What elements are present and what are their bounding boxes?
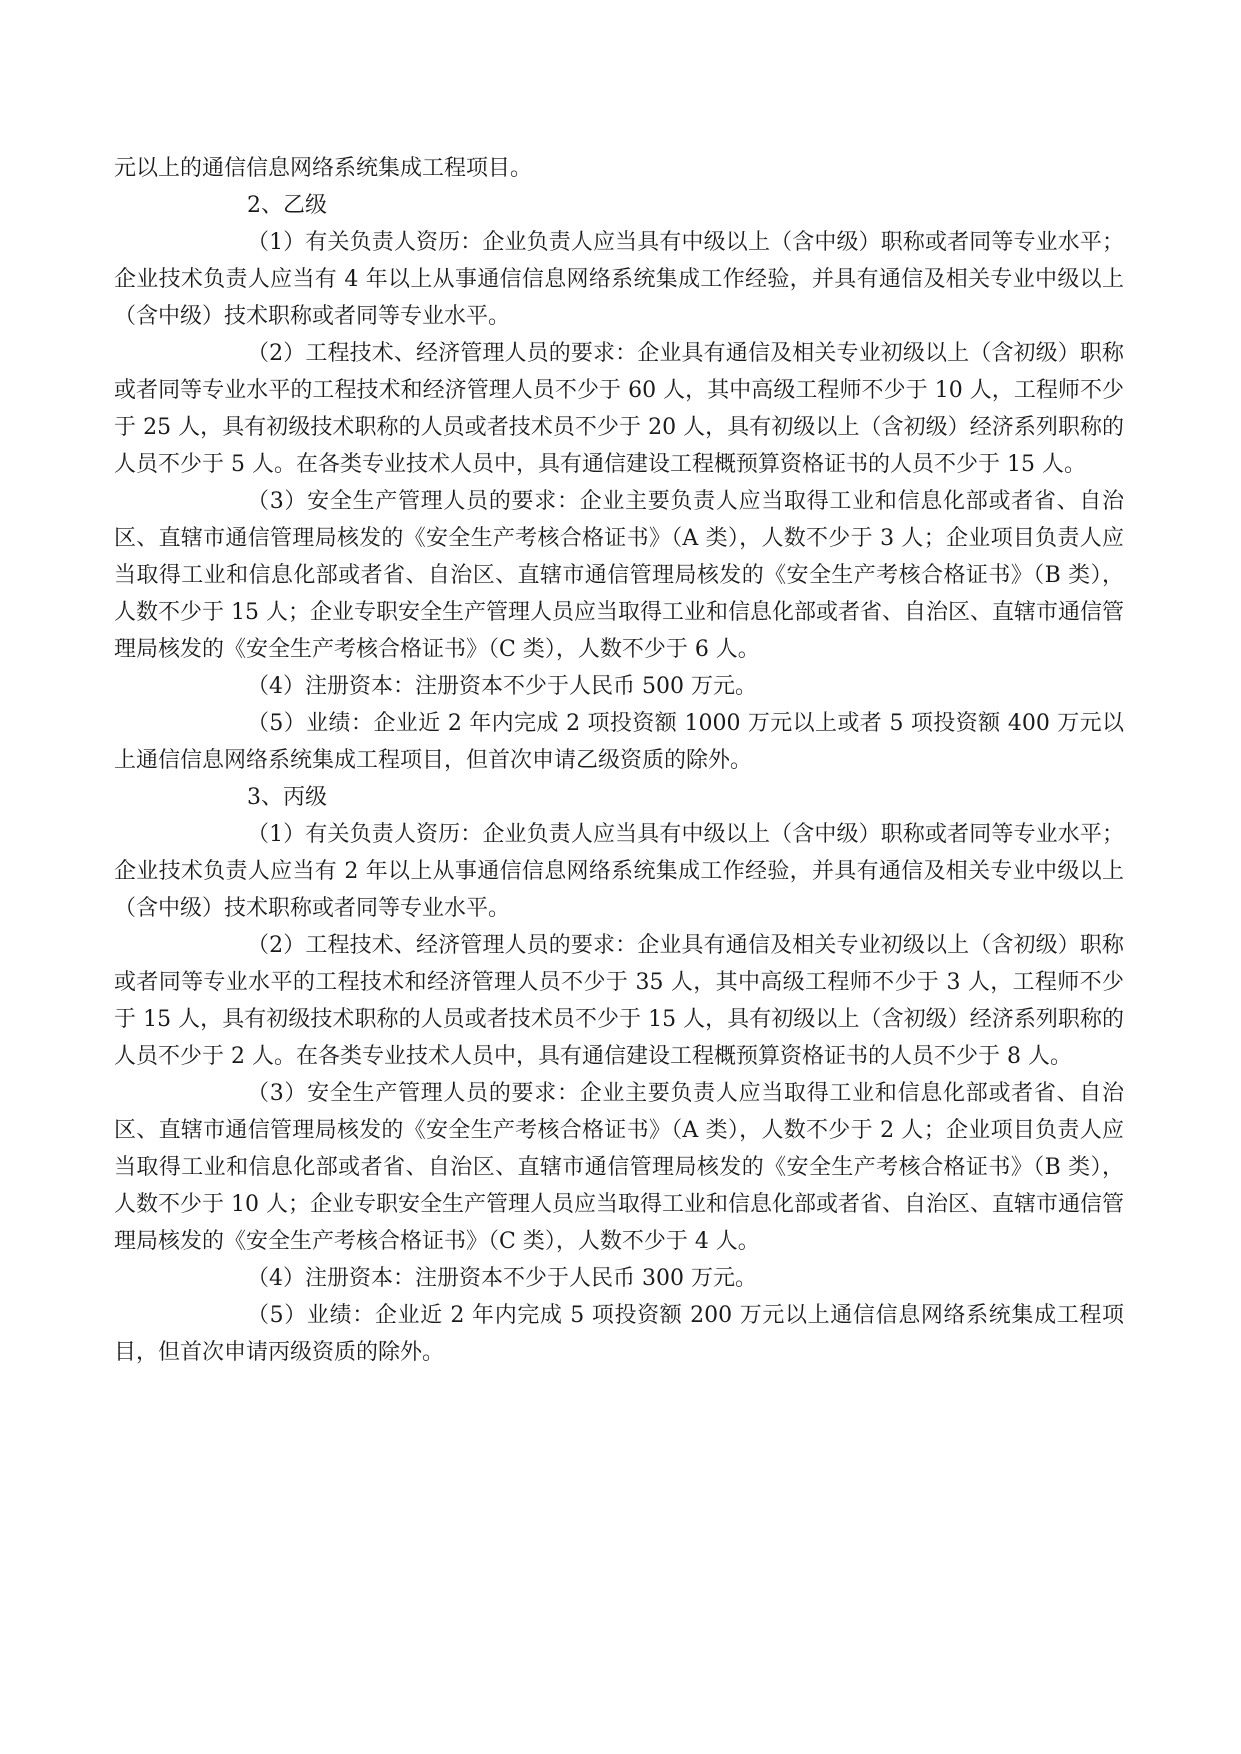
paragraph-continuation: 元以上的通信信息网络系统集成工程项目。 (114, 156, 533, 181)
document-body (114, 150, 1124, 1371)
paragraph-c-1-qualifications: （1）有关负责人资历：企业负责人应当具有中级以上（含中级）职称或者同等专业水平；企业技术负责人应当有 2 年以上从事通信信息网络系统集成工作经验，并具有通信及相关专业中级以上（含中级）技术职称或者同等专业水平。 (114, 822, 1124, 921)
section-heading-level-c: 3、丙级 (247, 785, 327, 810)
paragraph-b-3-safety: （3）安全生产管理人员的要求：企业主要负责人应当取得工业和信息化部或者省、自治区、直辖市通信管理局核发的《安全生产考核合格证书》（A 类），人数不少于 3 人；企业项目负责人应当取得工业和信息化部或者省、自治区、直辖市通信管理局核发的《安全生产考核合格证书》（B 类），人数不少于 15 人；企业专职安全生产管理人员应当取得工业和信息化部或者省、自治区、直辖市通信管理局核发的《安全生产考核合格证书》（C 类），人数不少于 6 人。 (114, 489, 1124, 662)
paragraph-b-2-staff: （2）工程技术、经济管理人员的要求：企业具有通信及相关专业初级以上（含初级）职称或者同等专业水平的工程技术和经济管理人员不少于 60 人，其中高级工程师不少于 10 人，工程师不少于 25 人，具有初级技术职称的人员或者技术员不少于 20 人，具有初级以上（含初级）经济系列职称的人员不少于 5 人。在各类专业技术人员中，具有通信建设工程概预算资格证书的人员不少于 15 人。 (114, 341, 1124, 477)
paragraph-b-5-performance: （5）业绩：企业近 2 年内完成 2 项投资额 1000 万元以上或者 5 项投资额 400 万元以上通信信息网络系统集成工程项目，但首次申请乙级资质的除外。 (114, 711, 1124, 773)
paragraph-b-1-qualifications: （1）有关负责人资历：企业负责人应当具有中级以上（含中级）职称或者同等专业水平；企业技术负责人应当有 4 年以上从事通信信息网络系统集成工作经验，并具有通信及相关专业中级以上（含中级）技术职称或者同等专业水平。 (114, 230, 1124, 329)
paragraph-c-5-performance: （5）业绩：企业近 2 年内完成 5 项投资额 200 万元以上通信信息网络系统集成工程项目，但首次申请丙级资质的除外。 (114, 1303, 1124, 1365)
paragraph-c-3-safety: （3）安全生产管理人员的要求：企业主要负责人应当取得工业和信息化部或者省、自治区、直辖市通信管理局核发的《安全生产考核合格证书》（A 类），人数不少于 2 人；企业项目负责人应当取得工业和信息化部或者省、自治区、直辖市通信管理局核发的《安全生产考核合格证书》（B 类），人数不少于 10 人；企业专职安全生产管理人员应当取得工业和信息化部或者省、自治区、直辖市通信管理局核发的《安全生产考核合格证书》（C 类），人数不少于 4 人。 (114, 1081, 1124, 1254)
section-heading-level-b: 2、乙级 (247, 193, 327, 218)
paragraph-b-4-capital: （4）注册资本：注册资本不少于人民币 500 万元。 (247, 674, 757, 699)
paragraph-c-4-capital: （4）注册资本：注册资本不少于人民币 300 万元。 (247, 1266, 757, 1291)
paragraph-c-2-staff: （2）工程技术、经济管理人员的要求：企业具有通信及相关专业初级以上（含初级）职称或者同等专业水平的工程技术和经济管理人员不少于 35 人，其中高级工程师不少于 3 人，工程师不少于 15 人，具有初级技术职称的人员或者技术员不少于 15 人，具有初级以上（含初级）经济系列职称的人员不少于 2 人。在各类专业技术人员中，具有通信建设工程概预算资格证书的人员不少于 8 人。 (114, 933, 1124, 1069)
